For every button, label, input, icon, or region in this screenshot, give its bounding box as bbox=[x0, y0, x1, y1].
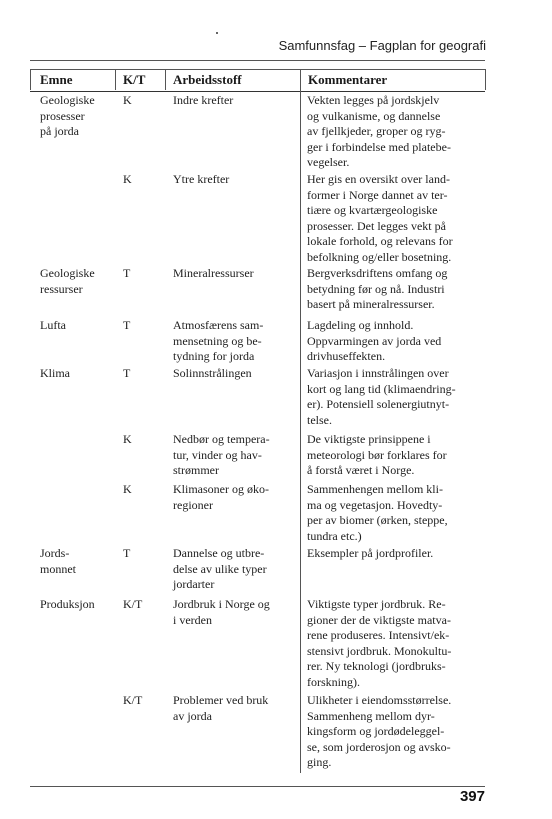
cell-kommentar: De viktigste prinsippene i meteorologi bør forklares for å forstå været i Norge. bbox=[307, 432, 447, 477]
cell-arbeidsstoff: Ytre krefter bbox=[173, 172, 230, 186]
column-divider-main bbox=[300, 69, 301, 773]
column-header-kommentarer: Kommentarer bbox=[308, 72, 388, 87]
column-divider bbox=[115, 69, 116, 90]
cell-arbeidsstoff: Atmosfærens sam- mensetning og be- tydning for jorda bbox=[173, 318, 264, 363]
cell-kt: K bbox=[123, 482, 132, 496]
table-border-left bbox=[30, 69, 31, 90]
cell-kommentar: Her gis en oversikt over land- former i Norge dannet av ter- tiære og kvartærgeologiske prosesser. Det legges vekt på lokale forhold, og relevans for befolkning og/eller bosetning. bbox=[307, 172, 453, 264]
header-rule bbox=[30, 60, 485, 61]
column-header-emne: Emne bbox=[40, 72, 73, 87]
cell-emne: Klima bbox=[40, 366, 70, 380]
cell-kommentar: Vekten legges på jordskjelv og vulkanisme, og dannelse av fjellkjeder, groper og ryg- ger i forbindelse med platebe- vegelser. bbox=[307, 93, 451, 169]
cell-kommentar: Variasjon i innstrålingen over kort og lang tid (klimaendring- er). Potensiell solenergiutnyt- telse. bbox=[307, 366, 456, 427]
cell-arbeidsstoff: Problemer ved bruk av jorda bbox=[173, 693, 269, 723]
cell-kt: T bbox=[123, 266, 131, 280]
cell-kt: K/T bbox=[123, 693, 143, 707]
cell-arbeidsstoff: Solinnstrålingen bbox=[173, 366, 252, 380]
table-border-right bbox=[485, 69, 486, 90]
cell-arbeidsstoff: Klimasoner og øko- regioner bbox=[173, 482, 269, 512]
cell-kommentar: Bergverksdriftens omfang og betydning før og nå. Industri basert på mineralressurser. bbox=[307, 266, 448, 311]
running-header: Samfunnsfag – Fagplan for geografi bbox=[278, 38, 486, 53]
footer-rule bbox=[30, 786, 485, 787]
cell-kt: K/T bbox=[123, 597, 143, 611]
cell-emne: Geologiske ressurser bbox=[40, 266, 95, 296]
cell-kt: K bbox=[123, 172, 132, 186]
cell-kommentar: Viktigste typer jordbruk. Re- gioner der de viktigste matva- rene produseres. Intensivt/ek- stensivt jordbruk. Monokultu- rer. Ny teknologi (jordbruks- forskning). bbox=[307, 597, 452, 689]
cell-arbeidsstoff: Dannelse og utbre- delse av ulike typer jordarter bbox=[173, 546, 267, 591]
cell-arbeidsstoff: Nedbør og tempera- tur, vinder og hav- strømmer bbox=[173, 432, 270, 477]
cell-kt: K bbox=[123, 432, 132, 446]
cell-kt: T bbox=[123, 546, 131, 560]
cell-kommentar: Eksempler på jordprofiler. bbox=[307, 546, 434, 560]
page-number: 397 bbox=[459, 788, 485, 805]
cell-emne: Jords- monnet bbox=[40, 546, 76, 576]
cell-kt: T bbox=[123, 366, 131, 380]
cell-kt: K bbox=[123, 93, 132, 107]
column-divider bbox=[165, 69, 166, 90]
speck bbox=[216, 32, 218, 34]
column-header-arbeidsstoff: Arbeidsstoff bbox=[173, 72, 242, 87]
cell-arbeidsstoff: Indre krefter bbox=[173, 93, 234, 107]
table-header bbox=[30, 69, 485, 92]
cell-emne: Lufta bbox=[40, 318, 66, 332]
cell-emne: Produksjon bbox=[40, 597, 95, 611]
cell-kommentar: Sammenhengen mellom kli- ma og vegetasjon. Hovedty- per av biomer (ørken, steppe, tundra etc.) bbox=[307, 482, 448, 543]
cell-arbeidsstoff: Jordbruk i Norge og i verden bbox=[173, 597, 270, 627]
cell-emne: Geologiske prosesser på jorda bbox=[40, 93, 95, 138]
column-header-kt: K/T bbox=[123, 72, 146, 87]
cell-kt: T bbox=[123, 318, 131, 332]
cell-kommentar: Lagdeling og innhold. Oppvarmingen av jorda ved drivhuseffekten. bbox=[307, 318, 442, 363]
cell-arbeidsstoff: Mineralressurser bbox=[173, 266, 254, 280]
cell-kommentar: Ulikheter i eiendomsstørrelse. Sammenheng mellom dyr- kingsform og jordødeleggel- se, som jorderosjon og avsko- ging. bbox=[307, 693, 452, 769]
